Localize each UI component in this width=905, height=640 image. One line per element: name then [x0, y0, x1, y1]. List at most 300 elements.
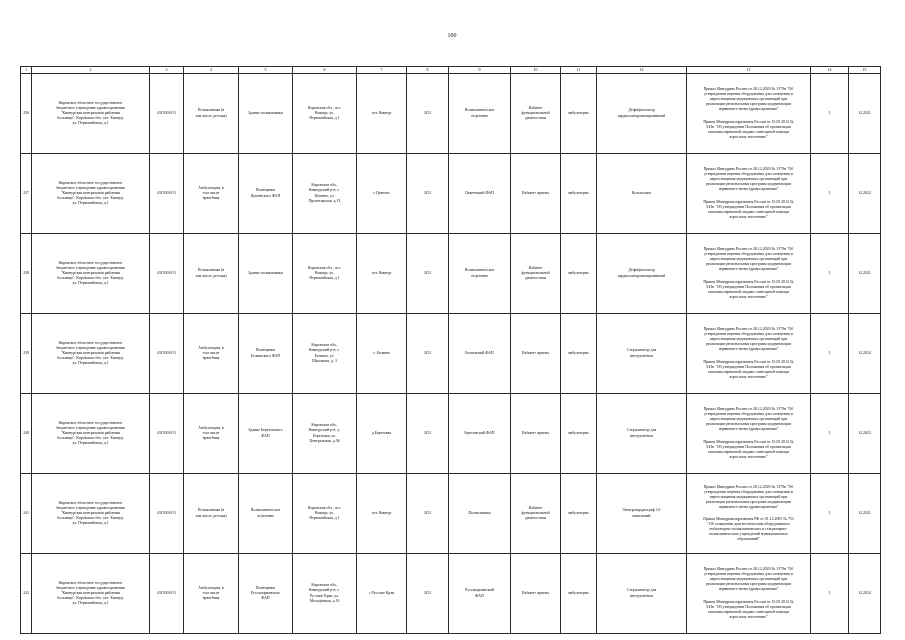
room-cell: [511, 394, 561, 474]
quantity-cell: 1: [811, 554, 849, 634]
address-cell: [293, 474, 357, 554]
paragraph-gap: [688, 510, 809, 517]
text-line: Приказ Минздравсоцразвития России от 15.05.2012 №: [703, 119, 794, 124]
text-line: переоснащения медицинских организаций при: [709, 417, 788, 422]
text-line: реализации региональных программ модернизации: [705, 422, 792, 427]
code-cell: 3251: [407, 154, 449, 234]
text-line: функциональной: [521, 270, 550, 275]
unit-type-cell: [184, 314, 239, 394]
code-cell: 3251: [407, 314, 449, 394]
register-body: [21, 67, 881, 634]
department-cell: [449, 474, 511, 554]
text-line: переоснащения медицинских организаций при: [709, 577, 788, 582]
column-number: 6: [293, 67, 357, 74]
text-line: взрослому населению": [729, 374, 768, 379]
column-number: 9: [449, 67, 511, 74]
text-line: больница", Кировская обл., пгт. Кикнур,: [57, 436, 124, 441]
text-line: Цекеевский ФАП: [465, 190, 494, 195]
row-number-cell: 241: [21, 474, 32, 554]
text-line: диагностики: [525, 516, 546, 521]
text-line: Кабинет: [528, 505, 543, 510]
row-number-cell: 240: [21, 394, 32, 474]
date-cell: 12.2021: [849, 474, 881, 554]
equipment-cell: [597, 234, 687, 314]
regulation-cell: [687, 154, 811, 234]
text-line: Русские Краи, ул.: [309, 593, 340, 598]
text-line: Кикнурский р-н, д.: [308, 428, 341, 433]
text-line: Приказ Минздравсоцразвития РФ от 01.12.2005 № 753: [703, 517, 794, 521]
column-number: 5: [239, 67, 293, 74]
text-line: "Кикнурская центральная районная: [60, 190, 121, 195]
column-number: 10: [511, 67, 561, 74]
text-line: Цекеево, ул.: [314, 193, 335, 198]
room-cell: [511, 74, 561, 154]
column-number: 11: [561, 67, 597, 74]
text-line: Поликлиника (в: [197, 268, 225, 273]
unit-type-cell: [184, 554, 239, 634]
text-line: Амбулатория, в: [198, 345, 224, 350]
building-cell: [239, 554, 293, 634]
quantity-cell: 1: [811, 314, 849, 394]
text-line: Поликлиническое: [464, 268, 495, 273]
text-line: Дефибриллятор: [628, 108, 655, 113]
text-line: Электрокардиограф 12-: [621, 508, 662, 513]
unit-type-cell: [184, 74, 239, 154]
text-line: том числе: [202, 190, 220, 195]
text-line: взрослому населению": [729, 294, 768, 299]
text-line: Поликлиника: [468, 510, 491, 515]
text-line: Приказ Минздрава России от 28.12.2020 № 1379н "Об: [703, 484, 794, 489]
text-line: больница", Кировская обл., пгт. Кикнур,: [57, 196, 124, 201]
text-line: 543н "Об утверждении Положения об организации: [706, 124, 791, 129]
table-row: [21, 394, 881, 474]
locality-cell: пгт. Кикнур: [357, 234, 407, 314]
text-line: диагностики: [525, 276, 546, 281]
text-line: Приказ Минздрава России от 28.12.2020 № 1379н "Об: [703, 407, 794, 412]
quantity-cell: 1: [811, 74, 849, 154]
paragraph-gap: [688, 353, 809, 360]
text-line: том числе: [202, 590, 220, 595]
building-cell: [239, 474, 293, 554]
text-line: поликлинических учреждений муниципальных: [709, 532, 788, 537]
text-line: реализации региональных программ модернизации: [705, 262, 792, 267]
text-line: утверждении перечня оборудования для оснащения и: [704, 412, 793, 417]
unit-type-cell: [184, 474, 239, 554]
text-line: первичного звена здравоохранения": [718, 187, 779, 192]
text-line: 543н "Об утверждении Положения об организации: [706, 604, 791, 609]
table-row: [21, 154, 881, 234]
building-cell: [239, 74, 293, 154]
text-line: том числе: [202, 350, 220, 355]
room-cell: [511, 554, 561, 634]
text-line: Центральная, д.36: [309, 438, 340, 443]
column-number: 2: [32, 67, 150, 74]
department-cell: [449, 74, 511, 154]
equipment-cell: [597, 74, 687, 154]
address-cell: [293, 154, 357, 234]
address-cell: [293, 74, 357, 154]
text-line: Кировское областное государственное: [58, 100, 123, 105]
room-cell: [511, 154, 561, 234]
quantity-cell: 1: [811, 234, 849, 314]
care-condition-cell: амбулаторно: [561, 154, 597, 234]
text-line: ул. Первомайская, д.1: [72, 121, 109, 126]
text-line: диагностики: [525, 116, 546, 121]
text-line: "Кикнурская центральная районная: [60, 590, 121, 595]
text-line: врачебная: [202, 436, 220, 441]
code-cell: 3251: [407, 554, 449, 634]
text-line: переоснащения медицинских организаций при: [709, 494, 788, 499]
column-number: 15: [849, 67, 881, 74]
date-cell: 12.2024: [849, 314, 881, 394]
text-line: инструментов: [629, 593, 654, 598]
text-line: ул. Первомайская, д.1: [72, 601, 109, 606]
inn-cell: 4311001011: [150, 154, 184, 234]
text-line: больница", Кировская обл., пгт. Кикнур,: [57, 356, 124, 361]
text-line: ул. Первомайская, д.1: [72, 361, 109, 366]
text-line: Кабинет: [528, 265, 543, 270]
text-line: ул. Первомайская, д.1: [72, 281, 109, 286]
text-line: кардиосинхронизированный: [617, 113, 666, 118]
text-line: Кикнурский р-н, с.: [308, 348, 341, 353]
text-line: бюджетное учреждение здравоохранения: [56, 345, 125, 350]
text-line: Русскокраинского: [250, 590, 281, 595]
organization-cell: [32, 74, 150, 154]
text-line: Кировская обл.,: [311, 183, 338, 188]
equipment-cell: [597, 314, 687, 394]
text-line: отделение: [471, 113, 488, 118]
text-line: ул. Первомайская, д.1: [72, 521, 109, 526]
text-line: оказания первичной медико-санитарной помощи: [707, 369, 790, 374]
text-line: функциональной: [521, 510, 550, 515]
care-condition-cell: амбулаторно: [561, 474, 597, 554]
text-line: Кировская обл., пгт.: [307, 265, 342, 270]
organization-cell: [32, 314, 150, 394]
table-row: [21, 474, 881, 554]
text-line: первичного звена здравоохранения": [718, 587, 779, 592]
building-cell: [239, 314, 293, 394]
date-cell: 12.2023: [849, 394, 881, 474]
text-line: больница", Кировская обл., пгт. Кикнур,: [57, 516, 124, 521]
column-number: 12: [597, 67, 687, 74]
text-line: первичного звена здравоохранения": [718, 427, 779, 432]
text-line: переоснащения медицинских организаций при: [709, 177, 788, 182]
room-cell: [511, 314, 561, 394]
row-number-cell: 238: [21, 234, 32, 314]
text-line: оказания первичной медико-санитарной помощи: [707, 609, 790, 614]
text-line: Поликлиническое: [250, 508, 281, 513]
column-number: 8: [407, 67, 449, 74]
text-line: первичного звена здравоохранения": [718, 267, 779, 272]
text-line: инструментов: [629, 433, 654, 438]
text-line: 543н "Об утверждении Положения об организации: [706, 444, 791, 449]
department-cell: [449, 154, 511, 234]
inn-cell: 4311001011: [150, 314, 184, 394]
code-cell: 3251: [407, 474, 449, 554]
text-line: Кабинет приема: [522, 430, 549, 435]
text-line: Школьная, д. 3: [312, 358, 337, 363]
text-line: первичного звена здравоохранения": [718, 504, 779, 509]
text-line: канальный: [632, 513, 651, 518]
text-line: Кировское областное государственное: [58, 420, 123, 425]
text-line: ФАП: [475, 593, 484, 598]
equipment-cell: [597, 394, 687, 474]
row-number-cell: 242: [21, 554, 32, 634]
quantity-cell: 1: [811, 474, 849, 554]
column-number: 4: [184, 67, 239, 74]
text-line: отделение: [471, 273, 488, 278]
equipment-cell: [597, 154, 687, 234]
organization-cell: [32, 554, 150, 634]
text-line: ул. Первомайская, д.1: [72, 441, 109, 446]
text-line: отделение: [257, 513, 274, 518]
text-line: первичного звена здравоохранения": [718, 107, 779, 112]
text-line: том числе: [202, 430, 220, 435]
text-line: Стерилизатор для: [626, 588, 657, 593]
column-number: 3: [150, 67, 184, 74]
text-line: "Кикнурская центральная районная: [60, 510, 121, 515]
text-line: Русскокраинский: [465, 588, 494, 593]
building-cell: [239, 394, 293, 474]
text-line: Березовка, ул.: [312, 433, 337, 438]
text-line: ФАП: [261, 433, 270, 438]
text-line: реализации региональных программ модернизации: [705, 582, 792, 587]
row-number-cell: 237: [21, 154, 32, 234]
department-cell: [449, 234, 511, 314]
building-cell: [239, 154, 293, 234]
text-line: оказания первичной медико-санитарной помощи: [707, 209, 790, 214]
text-line: Кольпоскоп: [631, 190, 652, 195]
text-line: утверждении перечня оборудования для оснащения и: [704, 252, 793, 257]
text-line: Поликлиника (в: [197, 508, 225, 513]
locality-cell: с.Русские Краи: [357, 554, 407, 634]
text-line: бюджетное учреждение здравоохранения: [56, 425, 125, 430]
text-line: Стерилизатор для: [626, 348, 657, 353]
regulation-cell: [687, 554, 811, 634]
text-line: Помещение: [255, 348, 276, 353]
inn-cell: 4311001011: [150, 554, 184, 634]
date-cell: 12.2024: [849, 554, 881, 634]
text-line: бюджетное учреждение здравоохранения: [56, 265, 125, 270]
regulation-cell: [687, 474, 811, 554]
text-line: Приказ Минздрава России от 28.12.2020 № 1379н "Об: [703, 567, 794, 572]
text-line: "Об оснащении диагностическим оборудованием: [707, 522, 790, 527]
text-line: Помещение: [255, 585, 276, 590]
text-line: Здание поликлиники: [248, 110, 283, 115]
care-condition-cell: амбулаторно: [561, 394, 597, 474]
text-line: Амбулатория, в: [198, 185, 224, 190]
text-line: "Кикнурская центральная районная: [60, 270, 121, 275]
text-line: взрослому населению": [729, 614, 768, 619]
table-row: [21, 234, 881, 314]
care-condition-cell: амбулаторно: [561, 314, 597, 394]
text-line: "Кикнурская центральная районная: [60, 350, 121, 355]
text-line: Приказ Минздравсоцразвития России от 15.05.2012 №: [703, 599, 794, 604]
text-line: Помещение: [255, 188, 276, 193]
text-line: ФАП: [261, 596, 270, 601]
inn-cell: 4311001011: [150, 74, 184, 154]
text-line: реализации региональных программ модернизации: [705, 342, 792, 347]
inn-cell: 4311001011: [150, 394, 184, 474]
text-line: реализации региональных программ модернизации: [705, 182, 792, 187]
text-line: больница", Кировская обл., пгт. Кикнур,: [57, 116, 124, 121]
unit-type-cell: [184, 154, 239, 234]
text-line: инструментов: [629, 353, 654, 358]
text-line: реализации региональных программ модернизации: [705, 499, 792, 504]
text-line: Кабинет приема: [522, 350, 549, 355]
text-line: врачебная: [202, 196, 220, 201]
care-condition-cell: амбулаторно: [561, 74, 597, 154]
text-line: Приказ Минздравсоцразвития России от 15.05.2012 №: [703, 279, 794, 284]
text-line: Приказ Минздрава России от 28.12.2020 № 1379н "Об: [703, 247, 794, 252]
quantity-cell: 1: [811, 394, 849, 474]
text-line: переоснащения медицинских организаций при: [709, 257, 788, 262]
room-cell: [511, 234, 561, 314]
text-line: утверждении перечня оборудования для оснащения и: [704, 572, 793, 577]
department-cell: [449, 314, 511, 394]
organization-cell: [32, 474, 150, 554]
column-number: 13: [687, 67, 811, 74]
locality-cell: с.Цекеево: [357, 154, 407, 234]
text-line: 543н "Об утверждении Положения об организации: [706, 204, 791, 209]
regulation-cell: [687, 394, 811, 474]
address-cell: [293, 554, 357, 634]
text-line: взрослому населению": [729, 134, 768, 139]
text-line: Кабинет приема: [522, 590, 549, 595]
text-line: Кикнур, ул.: [314, 270, 335, 275]
text-line: Приказ Минздрава России от 28.12.2020 № 1379н "Об: [703, 327, 794, 332]
table-row: [21, 74, 881, 154]
text-line: оказания первичной медико-санитарной помощи: [707, 129, 790, 134]
inn-cell: 4311001011: [150, 234, 184, 314]
row-number-cell: 236: [21, 74, 32, 154]
paragraph-gap: [688, 593, 809, 600]
regulation-cell: [687, 314, 811, 394]
text-line: Кировская обл.,: [311, 343, 338, 348]
text-line: Кикнур, ул.: [314, 510, 335, 515]
text-line: утверждении перечня оборудования для оснащения и: [704, 332, 793, 337]
text-line: Кировская обл.,: [311, 583, 338, 588]
text-line: бюджетное учреждение здравоохранения: [56, 505, 125, 510]
room-cell: [511, 474, 561, 554]
text-line: Кировское областное государственное: [58, 260, 123, 265]
text-line: Первомайская, д.1: [309, 116, 340, 121]
text-line: Здание поликлиники: [248, 270, 283, 275]
text-line: Первомайская, д.1: [309, 516, 340, 521]
text-line: Здание Березовского: [248, 428, 283, 433]
text-line: амбулаторно-поликлинических и стационарно-: [709, 527, 788, 532]
text-line: Беляево, ул.: [314, 353, 335, 358]
paragraph-gap: [688, 433, 809, 440]
equipment-register-table: [20, 66, 881, 634]
text-line: Кабинет: [528, 105, 543, 110]
text-line: Амбулатория, в: [198, 425, 224, 430]
row-number-cell: 239: [21, 314, 32, 394]
text-line: том числе детская): [195, 513, 227, 518]
address-cell: [293, 314, 357, 394]
code-cell: 3251: [407, 394, 449, 474]
text-line: Приказ Минздравсоцразвития России от 15.05.2012 №: [703, 199, 794, 204]
text-line: "Кикнурская центральная районная: [60, 430, 121, 435]
organization-cell: [32, 154, 150, 234]
text-line: Поликлиника (в: [197, 108, 225, 113]
text-line: врачебная: [202, 356, 220, 361]
text-line: Приказ Минздрава России от 28.12.2020 № 1379н "Об: [703, 167, 794, 172]
code-cell: 3251: [407, 74, 449, 154]
text-line: Кировская обл., пгт.: [307, 505, 342, 510]
text-line: Беляевский ФАП: [465, 350, 494, 355]
organization-cell: [32, 234, 150, 314]
paragraph-gap: [688, 113, 809, 120]
text-line: образований": [737, 537, 760, 542]
text-line: реализации региональных программ модернизации: [705, 102, 792, 107]
text-line: Беляевского ФАП: [250, 353, 281, 358]
text-line: Молодёжная, д.16: [309, 598, 340, 603]
inn-cell: 4311001011: [150, 474, 184, 554]
text-line: бюджетное учреждение здравоохранения: [56, 185, 125, 190]
unit-type-cell: [184, 394, 239, 474]
text-line: "Кикнурская центральная районная: [60, 110, 121, 115]
text-line: ул. Первомайская, д.1: [72, 201, 109, 206]
text-line: больница", Кировская обл., пгт. Кикнур,: [57, 596, 124, 601]
text-line: 543н "Об утверждении Положения об организации: [706, 364, 791, 369]
text-line: переоснащения медицинских организаций при: [709, 97, 788, 102]
text-line: Приказ Минздрава России от 28.12.2020 № 1379н "Об: [703, 87, 794, 92]
text-line: кардиосинхронизированный: [617, 273, 666, 278]
text-line: Амбулатория, в: [198, 585, 224, 590]
text-line: Пролетарская, д.13: [308, 198, 341, 203]
text-line: оказания первичной медико-санитарной помощи: [707, 449, 790, 454]
equipment-cell: [597, 474, 687, 554]
text-line: 543н "Об утверждении Положения об организации: [706, 284, 791, 289]
quantity-cell: 1: [811, 154, 849, 234]
code-cell: 3251: [407, 234, 449, 314]
text-line: Кикнурский р-н, с.: [308, 188, 341, 193]
paragraph-gap: [688, 273, 809, 280]
text-line: бюджетное учреждение здравоохранения: [56, 585, 125, 590]
paragraph-gap: [688, 193, 809, 200]
care-condition-cell: амбулаторно: [561, 554, 597, 634]
organization-cell: [32, 394, 150, 474]
text-line: Цекеевского ФАП: [250, 193, 281, 198]
text-line: Кировская обл.,: [311, 423, 338, 428]
date-cell: 12.2022: [849, 154, 881, 234]
text-line: взрослому населению": [729, 214, 768, 219]
department-cell: [449, 554, 511, 634]
text-line: Приказ Минздравсоцразвития России от 15.05.2012 №: [703, 439, 794, 444]
text-line: переоснащения медицинских организаций при: [709, 337, 788, 342]
table-row: [21, 314, 881, 394]
text-line: бюджетное учреждение здравоохранения: [56, 105, 125, 110]
text-line: утверждении перечня оборудования для оснащения и: [704, 92, 793, 97]
text-line: Приказ Минздравсоцразвития России от 15.05.2012 №: [703, 359, 794, 364]
text-line: оказания первичной медико-санитарной помощи: [707, 289, 790, 294]
text-line: том числе детская): [195, 113, 227, 118]
locality-cell: пгт. Кикнур: [357, 74, 407, 154]
locality-cell: д.Березовка: [357, 394, 407, 474]
text-line: больница", Кировская обл., пгт. Кикнур,: [57, 276, 124, 281]
text-line: Кировское областное государственное: [58, 180, 123, 185]
text-line: Березовский ФАП: [464, 430, 495, 435]
text-line: Первомайская, д.1: [309, 276, 340, 281]
text-line: Кировское областное государственное: [58, 500, 123, 505]
regulation-cell: [687, 74, 811, 154]
column-number-row: [21, 67, 881, 74]
locality-cell: с. Беляево: [357, 314, 407, 394]
text-line: утверждении перечня оборудования для оснащения и: [704, 172, 793, 177]
date-cell: 12.2021: [849, 74, 881, 154]
equipment-cell: [597, 554, 687, 634]
